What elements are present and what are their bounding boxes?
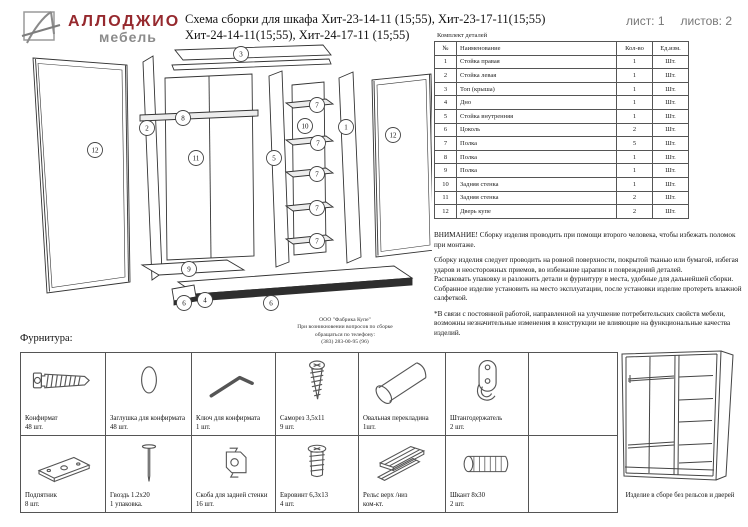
table-row: 2 Стойка левая 1 Шт. xyxy=(435,69,689,83)
note-paragraph: Собранное изделие установить на место эксплуатации, после установки изделие протереть влажной салфеткой. xyxy=(434,284,742,302)
table-row: 11 Задняя стенка 2 Шт. xyxy=(435,191,689,205)
sheets-total: листов: 2 xyxy=(680,14,732,28)
assembled-caption: Изделие в сборе без рельсов и дверей xyxy=(625,492,735,499)
svg-text:7: 7 xyxy=(315,237,319,246)
oval-crossbar-icon xyxy=(359,355,445,407)
hardware-heading: Фурнитура: xyxy=(20,333,73,344)
disclaimer-text: *В связи с постоянной работой, направленной на улучшение потребительских свойств мебели, возможны незначительные изменения в конструкции не влияющие на функциональные качества изделий. xyxy=(434,309,731,337)
nail-icon xyxy=(106,438,191,490)
hardware-item-confirmat: Конфирмат 48 шт. xyxy=(21,353,106,436)
table-row: 1 Стойка правая 1 Шт. xyxy=(435,55,689,69)
hardware-item-bracket: Скоба для задней стенки 16 шт. xyxy=(192,436,276,513)
callout-6 xyxy=(177,296,192,311)
col-number: № xyxy=(435,42,457,56)
callout-7 xyxy=(310,234,325,249)
svg-text:12: 12 xyxy=(91,146,99,155)
callout-11 xyxy=(189,151,204,166)
svg-text:1: 1 xyxy=(344,123,348,132)
hardware-empty-cell xyxy=(529,436,618,513)
stand-inner xyxy=(269,71,289,267)
svg-text:7: 7 xyxy=(315,204,319,213)
parts-table-caption: Комплект деталей xyxy=(437,32,488,39)
confirmat-cap-icon xyxy=(106,355,191,407)
svg-text:2: 2 xyxy=(145,124,149,133)
callout-12-left xyxy=(88,143,103,158)
hardware-item-crossbar: Овальная перекладина 1шт. xyxy=(359,353,446,436)
svg-text:7: 7 xyxy=(316,139,320,148)
table-row: 6 Цоколь 2 Шт. xyxy=(435,123,689,137)
table-row: 5 Стойка внутренняя 1 Шт. xyxy=(435,109,689,123)
brand-name: АЛЛОДЖИО xyxy=(68,13,181,30)
brand-subtitle: мебель xyxy=(99,29,157,45)
top-panel xyxy=(175,45,331,60)
rod-holder-icon xyxy=(446,355,528,407)
hardware-empty-cell xyxy=(529,353,618,436)
table-row: 8 Полка 1 Шт. xyxy=(435,150,689,164)
stand-right xyxy=(339,72,361,263)
hardware-item-nail: Гвоздь 1.2х20 1 упаковка. xyxy=(106,436,192,513)
svg-text:9: 9 xyxy=(187,265,191,274)
table-row: 9 Полка 1 Шт. xyxy=(435,164,689,178)
callout-7 xyxy=(311,136,326,151)
rail-icon xyxy=(359,438,445,490)
callout-7 xyxy=(310,201,325,216)
col-name: Наименование xyxy=(457,42,617,56)
title-line-1: Схема сборки для шкафа Хит-23-14-11 (15;55), Хит-23-17-11(15;55) xyxy=(185,12,546,26)
factory-note: При возникновении вопросов по сборке xyxy=(297,324,393,331)
svg-text:4: 4 xyxy=(203,296,207,305)
callout-12-right xyxy=(386,128,401,143)
dowel-icon xyxy=(446,438,528,490)
callout-1 xyxy=(339,120,354,135)
door-panel-left xyxy=(33,58,130,293)
callout-7 xyxy=(310,167,325,182)
confirmat-screw-icon xyxy=(21,355,105,407)
factory-phone: (383) 283-00-95 (96) xyxy=(321,338,369,345)
top-strip xyxy=(172,59,331,70)
callout-5 xyxy=(267,151,282,166)
svg-text:3: 3 xyxy=(239,50,243,59)
hardware-item-foot-plate: Подпятник 8 шт. xyxy=(21,436,106,513)
back-wall-bracket-icon xyxy=(192,438,275,490)
svg-text:10: 10 xyxy=(301,122,309,131)
note-paragraph: Распаковать упаковку и разложить детали и фурнитуру в места, удобные для дальнейшей сборки. xyxy=(434,275,734,283)
callout-9 xyxy=(182,262,197,277)
hardware-item-hex-key: Ключ для конфирмата 1 шт. xyxy=(192,353,276,436)
assembly-notes xyxy=(434,231,746,338)
parts-table xyxy=(434,41,689,219)
svg-text:7: 7 xyxy=(315,170,319,179)
svg-text:11: 11 xyxy=(192,154,200,163)
svg-text:6: 6 xyxy=(269,299,273,308)
assembled-wardrobe-drawing xyxy=(618,344,746,490)
svg-text:6: 6 xyxy=(182,299,186,308)
callout-2 xyxy=(140,121,155,136)
callout-10 xyxy=(298,119,313,134)
table-row: 10 Задняя стенка 1 Шт. xyxy=(435,177,689,191)
back-panel-wide xyxy=(165,74,254,260)
callout-7 xyxy=(310,98,325,113)
title-line-2: Хит-24-14-11(15;55), Хит-24-17-11 (15;55) xyxy=(185,28,410,43)
warning-text: ВНИМАНИЕ! Сборку изделия проводить при помощи второго человека, чтобы избежать поломок при монтаже. xyxy=(434,231,736,249)
door-panel-right xyxy=(372,74,432,257)
factory-note: обращаться по телефону: xyxy=(314,331,376,338)
hardware-item-screw: Саморез 3,5х11 9 шт. xyxy=(276,353,359,436)
hardware-item-euro-screw: Евровинт 6,3х13 4 шт. xyxy=(276,436,359,513)
hex-key-icon xyxy=(192,355,275,407)
table-row: 4 Дно 1 Шт. xyxy=(435,96,689,110)
hardware-item-dowel: Шкант 8х30 2 шт. xyxy=(446,436,529,513)
foot-plate-icon xyxy=(21,438,105,490)
svg-text:7: 7 xyxy=(315,101,319,110)
svg-text:8: 8 xyxy=(181,114,185,123)
col-unit: Ед.изм. xyxy=(653,42,689,56)
sheet-info xyxy=(626,14,732,28)
table-row: 12 Дверь купе 2 Шт. xyxy=(435,205,689,219)
callout-3 xyxy=(234,47,249,62)
screw-icon xyxy=(276,355,358,407)
table-header-row xyxy=(435,42,689,56)
hardware-item-rod-holder: Штангодержатель 2 шт. xyxy=(446,353,529,436)
hardware-item-rail: Рельс верх /низ ком-кт. xyxy=(359,436,446,513)
callout-6 xyxy=(264,296,279,311)
hardware-item-cap: Заглушка для конфирмата 48 шт. xyxy=(106,353,192,436)
sheet-number: лист: 1 xyxy=(625,14,665,28)
hardware-grid xyxy=(20,352,618,513)
exploded-view-diagram xyxy=(22,38,432,335)
callout-8 xyxy=(176,111,191,126)
euro-screw-icon xyxy=(276,438,358,490)
table-row: 3 Топ (крыша) 1 Шт. xyxy=(435,82,689,96)
stand-left xyxy=(143,56,162,280)
svg-text:12: 12 xyxy=(389,131,397,140)
svg-text:5: 5 xyxy=(272,154,276,163)
col-qty: Кол-во xyxy=(617,42,653,56)
table-row: 7 Полка 5 Шт. xyxy=(435,137,689,151)
factory-name: ООО "Фабрика Купе" xyxy=(319,317,371,323)
callout-4 xyxy=(198,293,213,308)
note-paragraph: Сборку изделия следует проводить на ровной поверхности, покрытой тканью или бумагой, избегая ударов и неосторожных приемов, во избежание царапин и повреждений деталей. xyxy=(434,256,739,274)
